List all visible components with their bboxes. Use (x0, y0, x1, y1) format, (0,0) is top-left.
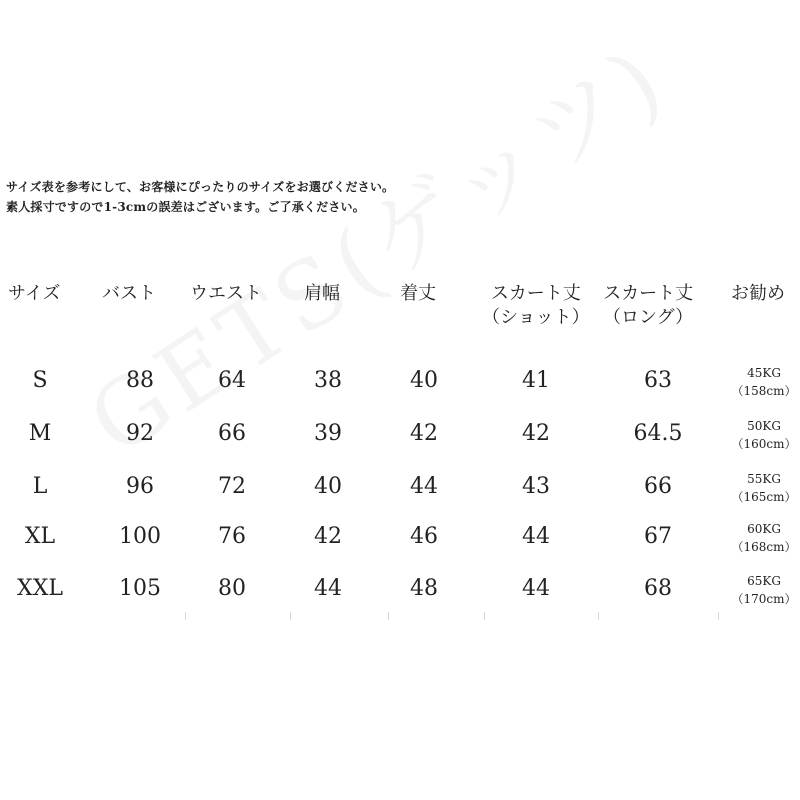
skirt-short-cell: 42 (522, 421, 550, 446)
divider-tick (290, 612, 291, 620)
header-recommended (731, 282, 785, 306)
recommended-cell (731, 520, 797, 556)
divider-tick (484, 612, 485, 620)
recommended-height: （158cm） (731, 384, 797, 398)
length-cell: 46 (410, 524, 438, 549)
header-size-label: サイズ (8, 283, 61, 304)
watermark (60, 9, 688, 481)
waist-cell: 72 (218, 474, 246, 499)
bust-cell: 105 (119, 576, 161, 601)
shoulder-cell: 42 (314, 524, 342, 549)
skirt-long-cell: 67 (644, 524, 672, 549)
recommended-cell (731, 417, 797, 453)
shoulder-cell: 38 (314, 368, 342, 393)
recommended-weight: 55KG (747, 472, 781, 486)
waist-cell: 80 (218, 576, 246, 601)
skirt-short-cell: 44 (522, 576, 550, 601)
size-cell: M (28, 421, 52, 446)
recommended-height: （160cm） (731, 437, 797, 451)
skirt-long-cell: 64.5 (633, 421, 683, 446)
header-skirt-short-label: スカート丈 (490, 283, 581, 304)
skirt-long-cell: 66 (644, 474, 672, 499)
size-note-line-2: 素人採寸ですので1-3cmの誤差はございます。ご了承ください。 (6, 200, 365, 214)
bust-cell: 92 (126, 421, 154, 446)
recommended-cell (731, 572, 797, 608)
bust-cell: 96 (126, 474, 154, 499)
recommended-weight: 65KG (747, 574, 781, 588)
header-length-label: 着丈 (400, 283, 436, 304)
size-cell: L (32, 474, 48, 499)
waist-cell: 76 (218, 524, 246, 549)
divider-tick (185, 612, 186, 620)
skirt-short-cell: 41 (522, 368, 550, 393)
header-length (400, 282, 436, 306)
length-cell: 40 (410, 368, 438, 393)
size-note-line-1: サイズ表を参考にして、お客様にぴったりのサイズをお選びください。 (6, 180, 395, 194)
header-shoulder-label: 肩幅 (304, 283, 340, 304)
header-skirt-long-sublabel: （ロング） (603, 307, 694, 328)
recommended-cell (731, 364, 797, 400)
bust-cell: 88 (126, 368, 154, 393)
skirt-short-cell: 44 (522, 524, 550, 549)
header-bust (102, 282, 156, 306)
header-waist (190, 282, 262, 306)
recommended-height: （168cm） (731, 540, 797, 554)
recommended-weight: 45KG (747, 366, 781, 380)
bust-cell: 100 (119, 524, 161, 549)
header-recommended-label: お勧め (731, 283, 785, 304)
size-cell: XXL (17, 576, 63, 601)
header-size (8, 282, 61, 306)
header-bust-label: バスト (102, 283, 156, 304)
header-shoulder (304, 282, 340, 306)
skirt-short-cell: 43 (522, 474, 550, 499)
recommended-height: （165cm） (731, 490, 797, 504)
header-skirt-long-label: スカート丈 (603, 283, 694, 304)
length-cell: 42 (410, 421, 438, 446)
header-skirt-short (482, 282, 590, 330)
divider-tick (718, 612, 719, 620)
size-cell: S (32, 368, 48, 393)
header-skirt-long (603, 282, 693, 330)
waist-cell: 66 (218, 421, 246, 446)
recommended-cell (731, 470, 797, 506)
length-cell: 44 (410, 474, 438, 499)
shoulder-cell: 44 (314, 576, 342, 601)
shoulder-cell: 40 (314, 474, 342, 499)
recommended-weight: 50KG (747, 419, 781, 433)
skirt-long-cell: 63 (644, 368, 672, 393)
length-cell: 48 (410, 576, 438, 601)
header-waist-label: ウエスト (190, 283, 262, 304)
skirt-long-cell: 68 (644, 576, 672, 601)
header-skirt-short-sublabel: （ショット） (482, 307, 590, 328)
size-cell: XL (24, 524, 56, 549)
divider-tick (388, 612, 389, 620)
shoulder-cell: 39 (314, 421, 342, 446)
divider-tick (598, 612, 599, 620)
recommended-height: （170cm） (731, 592, 797, 606)
waist-cell: 64 (218, 368, 246, 393)
recommended-weight: 60KG (747, 522, 781, 536)
